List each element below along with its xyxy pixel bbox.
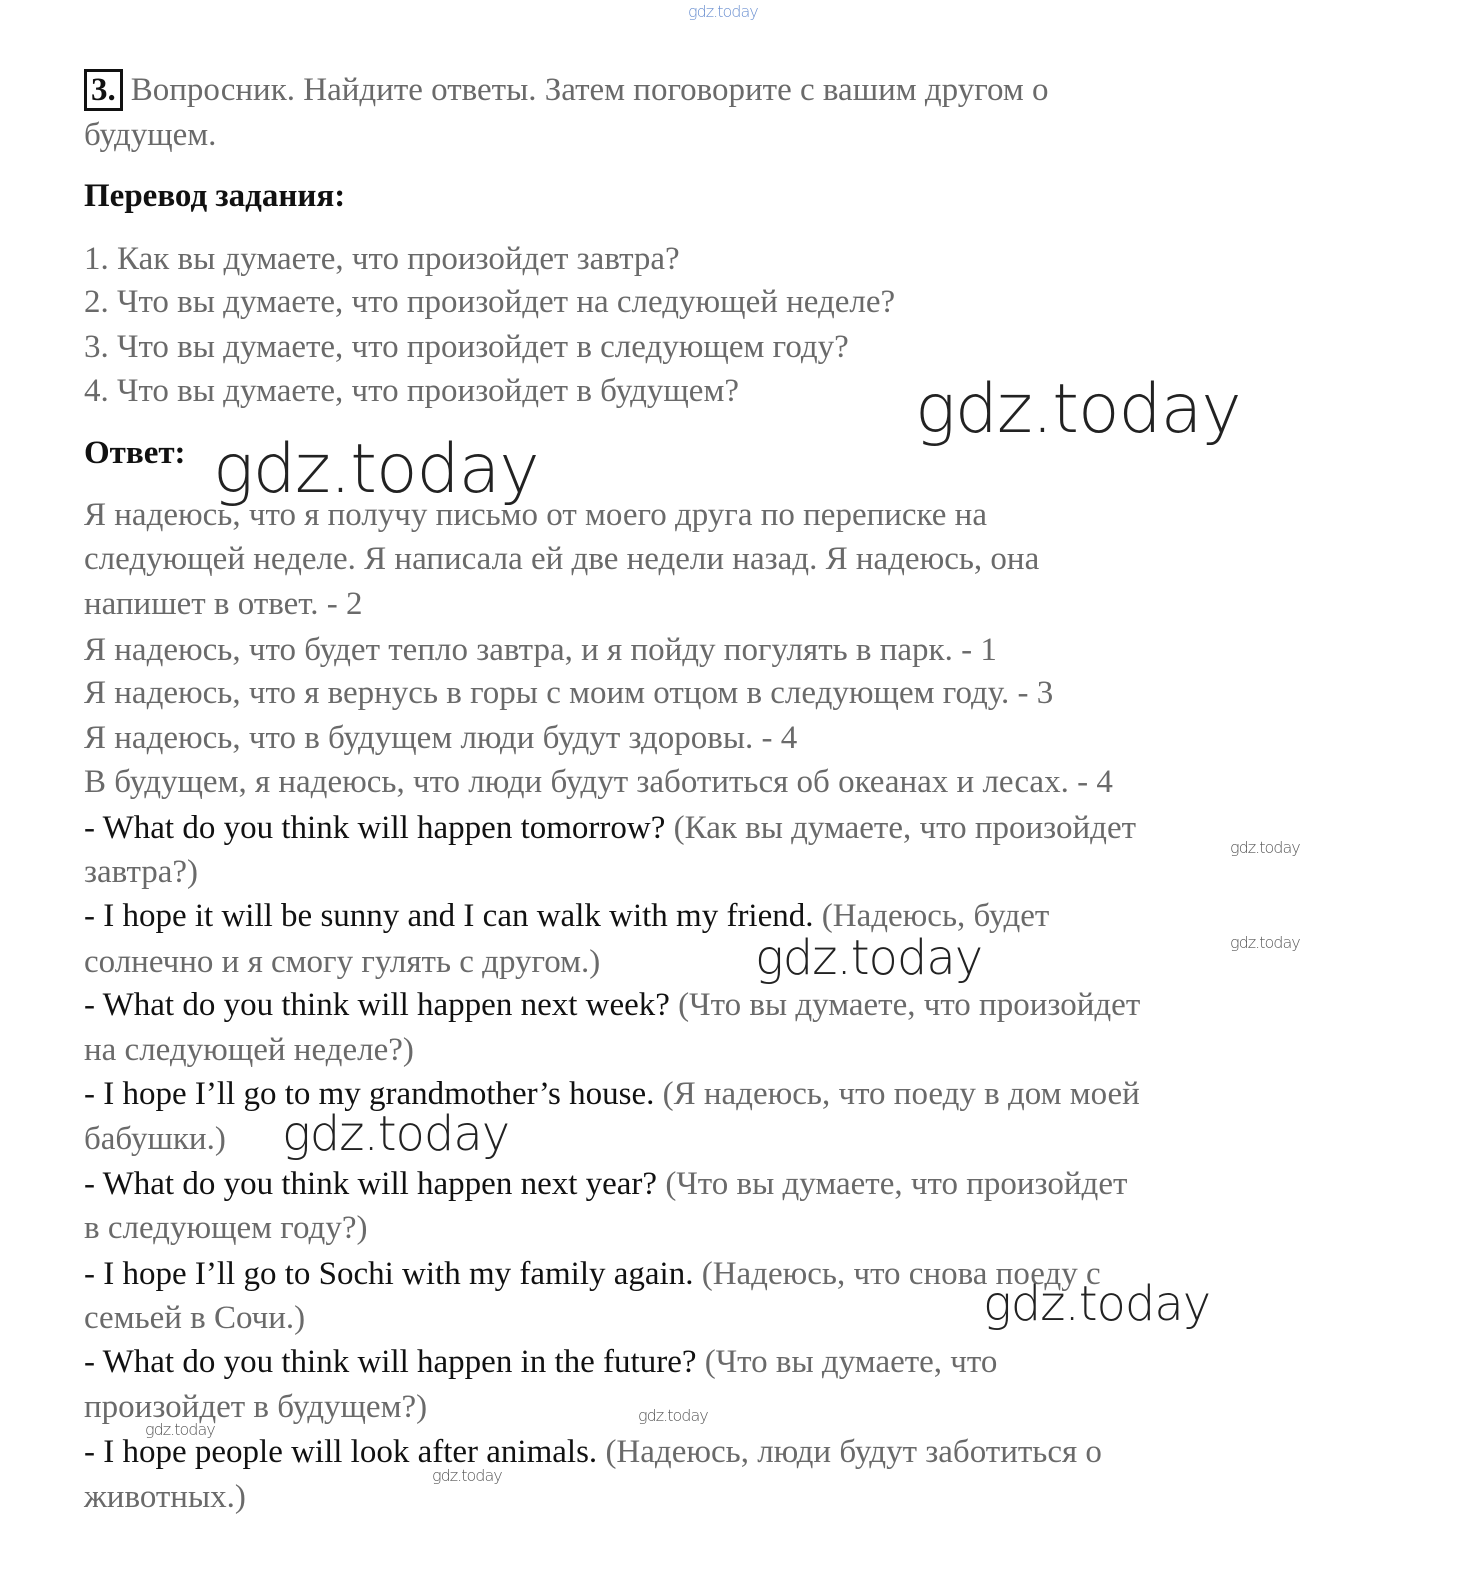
- answer-russian: (Что вы думаете, что произойдет: [678, 987, 1141, 1023]
- answer-line: [84, 1028, 414, 1072]
- watermark: gdz.today: [915, 370, 1241, 449]
- answer-english: - I hope I’ll go to my grandmother’s house.: [84, 1076, 663, 1112]
- answer-line: [84, 1340, 997, 1384]
- answer-russian: семьей в Сочи.): [84, 1300, 306, 1336]
- answer-russian: бабушки.): [84, 1121, 226, 1157]
- watermark: gdz.today: [145, 1420, 215, 1439]
- answer-line: [84, 1206, 367, 1250]
- answer-english: - I hope I’ll go to Sochi with my family again.: [84, 1256, 702, 1292]
- question: 4. Что вы думаете, что произойдет в будущем?: [84, 373, 739, 409]
- answer-line: [84, 671, 1053, 715]
- question: 3. Что вы думаете, что произойдет в следующем году?: [84, 329, 849, 365]
- answer-russian: напишет в ответ. - 2: [84, 586, 363, 622]
- watermark: gdz.today: [1230, 933, 1300, 952]
- answer-russian: произойдет в будущем?): [84, 1389, 428, 1425]
- answer-russian: животных.): [84, 1479, 246, 1515]
- answer-russian: Я надеюсь, что я получу письмо от моего друга по переписке на: [84, 497, 987, 533]
- watermark: gdz.today: [638, 1406, 708, 1425]
- answer-heading: Ответ:: [84, 435, 186, 471]
- answer-line: [84, 1252, 1101, 1296]
- answer-line: [84, 940, 600, 984]
- task-number: 3.: [84, 69, 123, 111]
- answer-line: [84, 1385, 427, 1429]
- answer-line: [84, 1430, 1102, 1474]
- answer-russian: на следующей неделе?): [84, 1032, 414, 1068]
- answer-line: [84, 806, 1136, 850]
- watermark: gdz.today: [213, 430, 539, 509]
- answer-line: [84, 582, 362, 626]
- answer-russian: следующей неделе. Я написала ей две недели назад. Я надеюсь, она: [84, 541, 1040, 577]
- answer-line: [84, 537, 1039, 581]
- answer-russian: В будущем, я надеюсь, что люди будут заботиться об океанах и лесах. - 4: [84, 764, 1113, 800]
- answer-russian: в следующем году?): [84, 1210, 368, 1246]
- question: 2. Что вы думаете, что произойдет на следующей неделе?: [84, 284, 896, 320]
- question: 1. Как вы думаете, что произойдет завтра?: [84, 241, 680, 277]
- answer-line: [84, 1117, 226, 1161]
- answer-line: [84, 1296, 305, 1340]
- watermark: gdz.today: [755, 930, 983, 986]
- answer-english: - What do you think will happen next week?: [84, 987, 679, 1023]
- answer-line: [84, 850, 198, 894]
- answer-line: [84, 983, 1140, 1027]
- answer-english: - What do you think will happen tomorrow?: [84, 810, 674, 846]
- answer-line: [84, 1072, 1140, 1116]
- answer-english: - I hope it will be sunny and I can walk with my friend.: [84, 898, 822, 934]
- answer-line: [84, 628, 997, 672]
- watermark: gdz.today: [282, 1106, 510, 1162]
- answer-russian: Я надеюсь, что в будущем люди будут здоровы. - 4: [84, 720, 798, 756]
- answer-russian: (Что вы думаете, что произойдет: [665, 1166, 1128, 1202]
- answer-russian: (Надеюсь, будет: [821, 898, 1050, 934]
- answer-line: [84, 1475, 246, 1519]
- answer-english: - What do you think will happen in the future?: [84, 1344, 705, 1380]
- answer-line: [84, 1162, 1127, 1206]
- answer-russian: Я надеюсь, что я вернусь в горы с моим отцом в следующем году. - 3: [84, 675, 1054, 711]
- watermark: gdz.today: [1230, 838, 1300, 857]
- answer-english: - What do you think will happen next year?: [84, 1166, 666, 1202]
- watermark: gdz.today: [983, 1276, 1211, 1332]
- answer-russian: солнечно и я смогу гулять с другом.): [84, 944, 601, 980]
- answer-russian: (Я надеюсь, что поеду в дом моей: [662, 1076, 1140, 1112]
- watermark: gdz.today: [432, 1466, 502, 1485]
- answer-russian: (Как вы думаете, что произойдет: [673, 810, 1137, 846]
- task-text: будущем.: [84, 117, 217, 153]
- answer-russian: (Что вы думаете, что: [704, 1344, 998, 1380]
- task-line: [84, 68, 1048, 112]
- translation-heading: Перевод задания:: [84, 178, 346, 214]
- task-text: Вопросник. Найдите ответы. Затем поговорите с вашим другом о: [130, 72, 1049, 108]
- answer-line: [84, 716, 797, 760]
- answer-russian: завтра?): [84, 854, 199, 890]
- answer-line: [84, 760, 1113, 804]
- answer-russian: (Надеюсь, что снова поеду с: [701, 1256, 1101, 1292]
- answer-russian: (Надеюсь, люди будут заботиться о: [605, 1434, 1102, 1470]
- answer-russian: Я надеюсь, что будет тепло завтра, и я пойду погулять в парк. - 1: [84, 632, 997, 668]
- answer-english: - I hope people will look after animals.: [84, 1434, 606, 1470]
- watermark: gdz.today: [688, 2, 758, 21]
